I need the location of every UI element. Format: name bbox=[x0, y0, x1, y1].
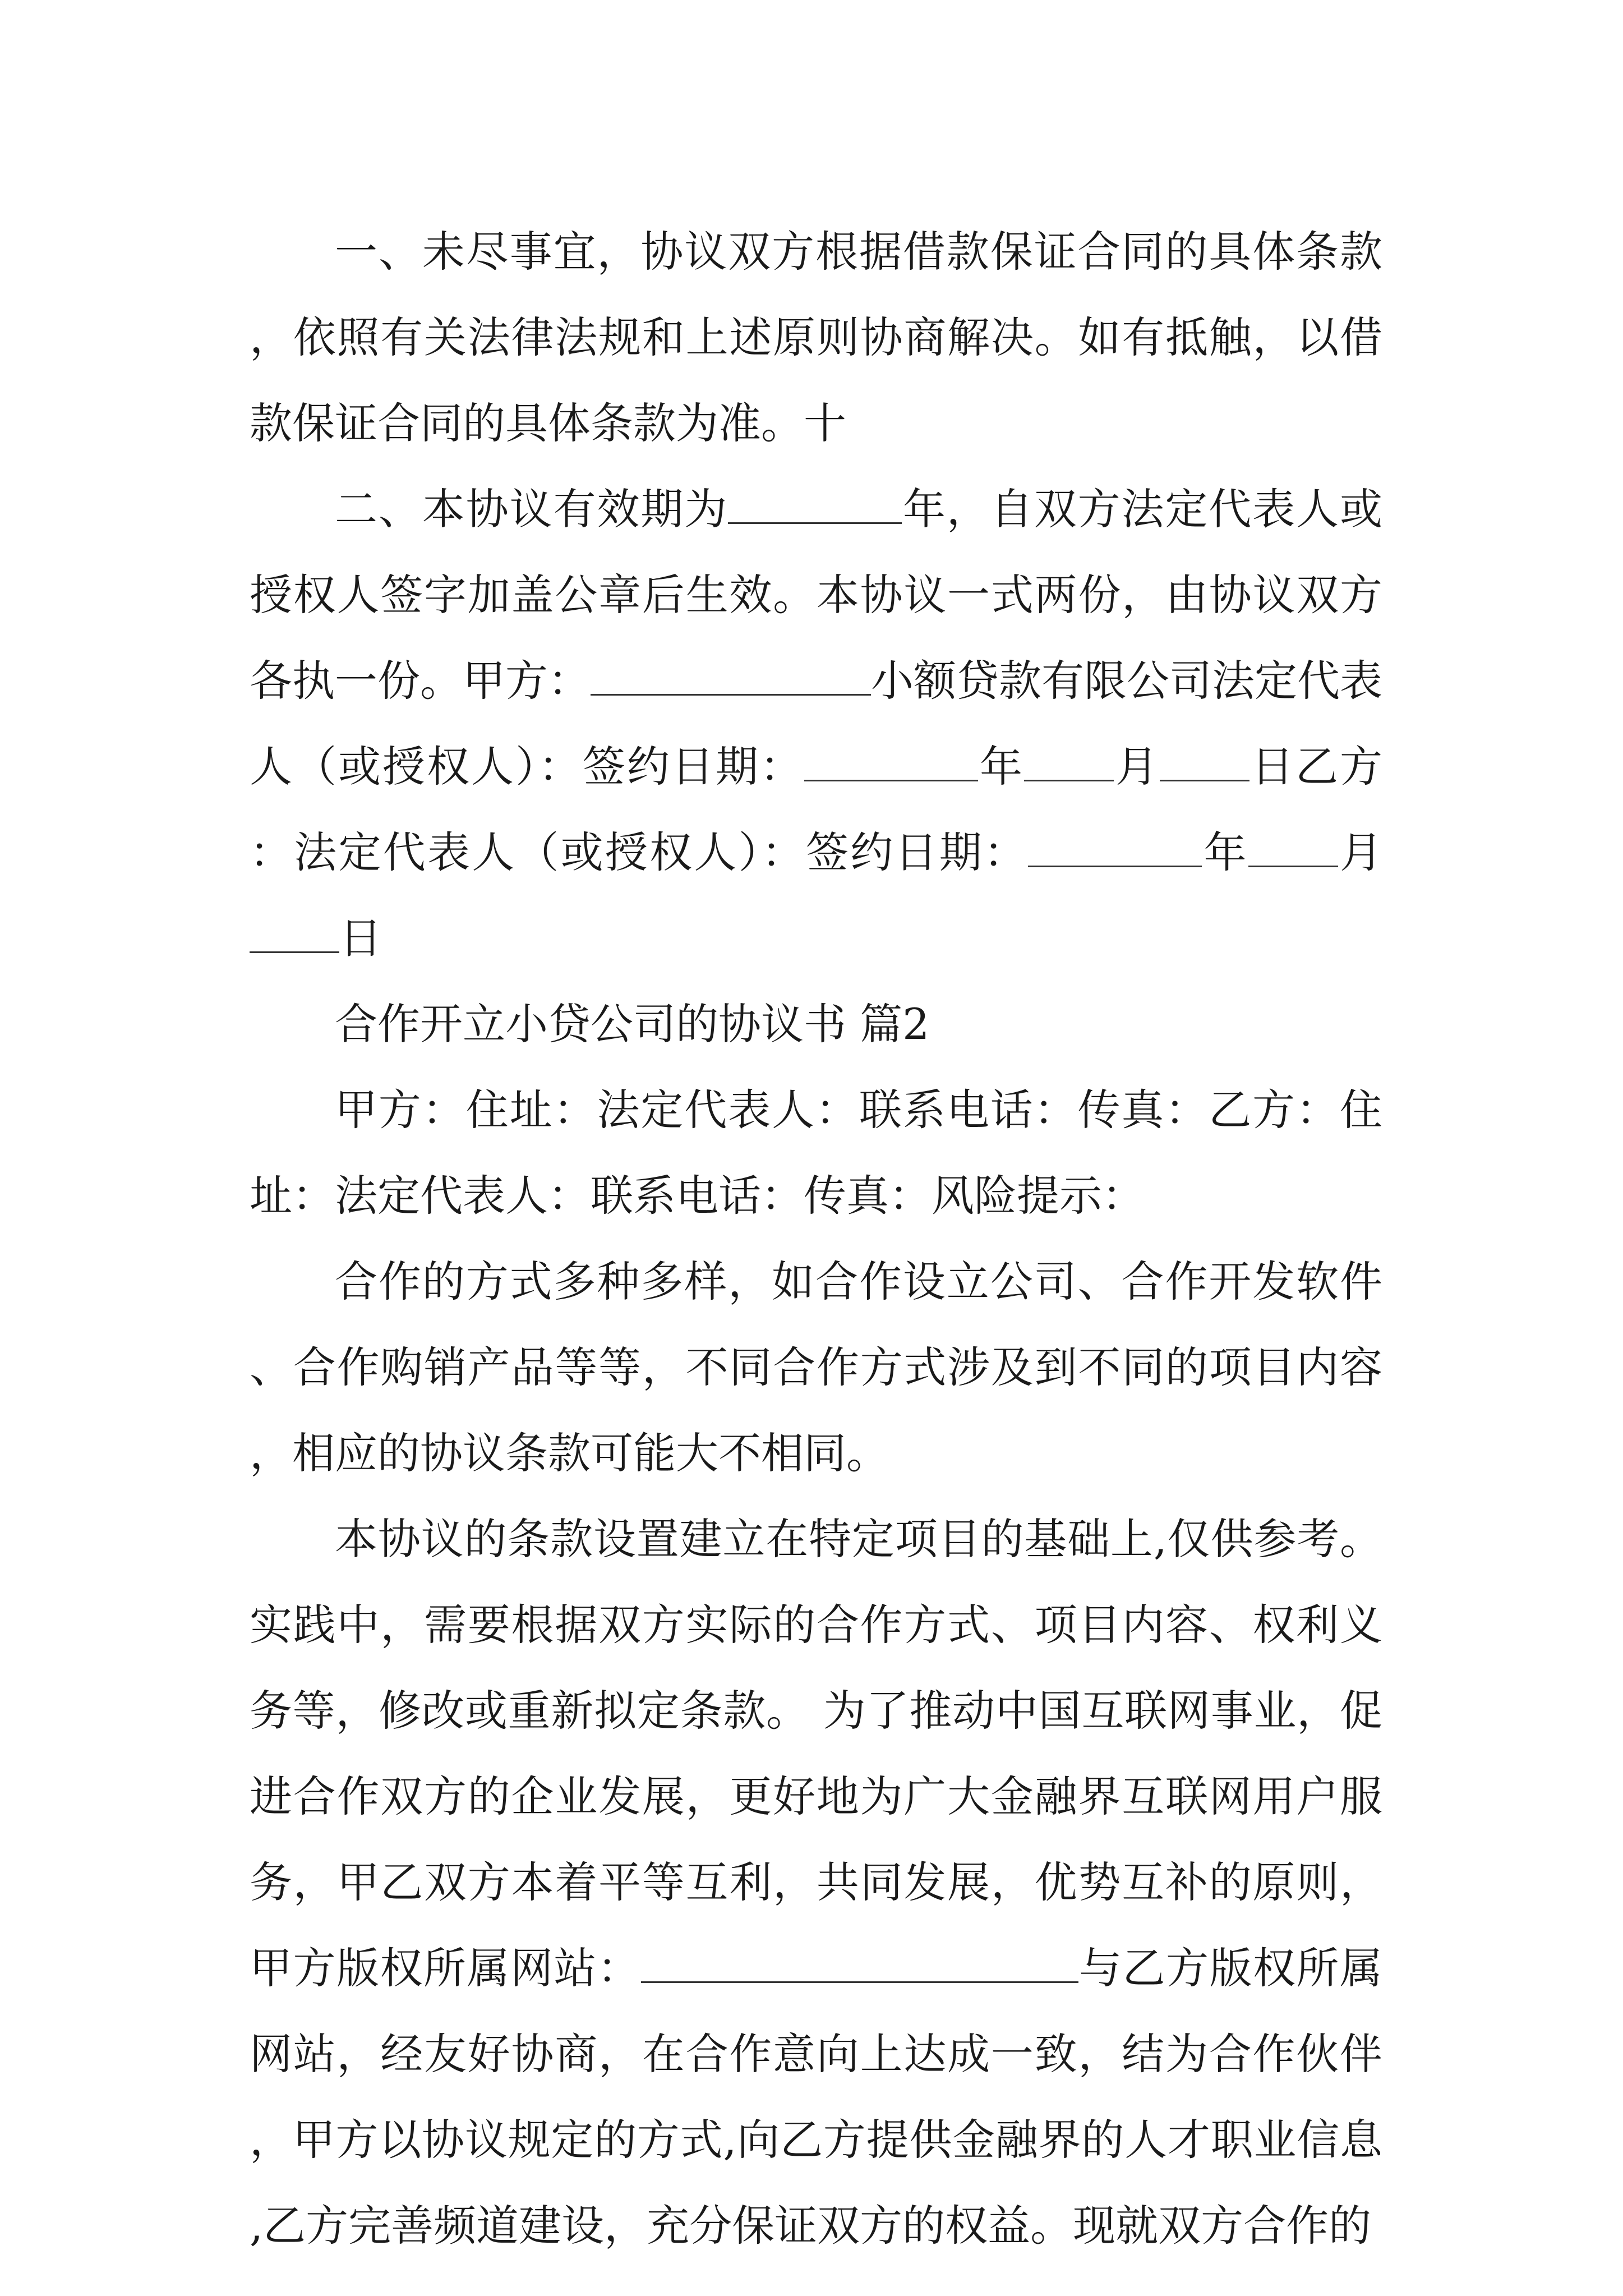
paragraph-text: 小额贷款有限公司法定代表人（或授权人）：签约日期： bbox=[250, 656, 1382, 792]
paragraph-text: 年 bbox=[1202, 827, 1248, 877]
paragraph-text: 日乙方：法定代表人（或授权人）：签约日期： bbox=[250, 742, 1382, 877]
paragraph-text: 一、未尽事宜，协议双方根据借款保证合同的具体条款，依照有关法律法规和上述原则协商解决。如有抵触，以借款保证合同的具体条款为准。十 bbox=[250, 227, 1382, 448]
paragraph-text: 本协议的条款设置建立在特定项目的基础上,仅供参考。实践中，需要根据双方实际的合作方式、项目内容、权利义务等，修改或重新拟定条款。 为了推动中国互联网事业，促进合作双方的企业发展，更好地为广大金融界互联网用户服务，甲乙双方本着平等互利，共同发展，优势互补的原则，甲方版权所属网站： bbox=[250, 1514, 1382, 1993]
paragraph-text: 年，自双方法定代表人或授权人签字加盖公章后生效。本协议一式两份，由协议双方各执一份。甲方： bbox=[250, 484, 1383, 706]
paragraph-text: 合作的方式多种多样，如合作设立公司、合作开发软件、合作购销产品等等，不同合作方式涉及到不同的项目内容，相应的协议条款可能大不相同。 bbox=[250, 1257, 1382, 1478]
blank-underline bbox=[728, 484, 902, 524]
paragraph-parties bbox=[250, 1067, 1382, 1239]
paragraph-text: 年 bbox=[978, 742, 1024, 792]
paragraph-text: 与乙方版权所属网站，经友好协商，在合作意向上达成一致，结为合作伙伴，甲方以协议规定的方式,向乙方提供金融界的人才职业信息,乙方完善频道建设，充分保证双方的权益。现就双方合作的 bbox=[250, 1943, 1382, 2251]
blank-underline bbox=[804, 742, 978, 781]
paragraph-text: 月 bbox=[1114, 742, 1160, 792]
paragraph-article-2 bbox=[250, 466, 1382, 981]
paragraph-risk-note bbox=[250, 1239, 1382, 1496]
blank-underline bbox=[641, 1943, 1078, 1983]
blank-underline bbox=[1028, 827, 1202, 867]
blank-underline bbox=[1160, 742, 1249, 781]
section-title bbox=[250, 981, 1382, 1067]
section-title-text: 合作开立小贷公司的协议书 篇2 bbox=[335, 999, 930, 1049]
paragraph-article-1 bbox=[250, 209, 1382, 466]
paragraph-text: 二、本协议有效期为 bbox=[335, 484, 728, 534]
paragraph-text: 甲方：住址：法定代表人：联系电话：传真：乙方：住址：法定代表人：联系电话：传真：风险提示： bbox=[250, 1085, 1382, 1221]
document-body bbox=[250, 209, 1382, 2269]
blank-underline bbox=[1024, 742, 1114, 781]
paragraph-preamble bbox=[250, 1496, 1382, 2269]
paragraph-text: 月 bbox=[1338, 827, 1383, 877]
paragraph-text: 日 bbox=[339, 913, 382, 963]
blank-underline bbox=[1248, 827, 1338, 867]
blank-underline bbox=[591, 656, 871, 696]
blank-underline bbox=[250, 913, 339, 953]
